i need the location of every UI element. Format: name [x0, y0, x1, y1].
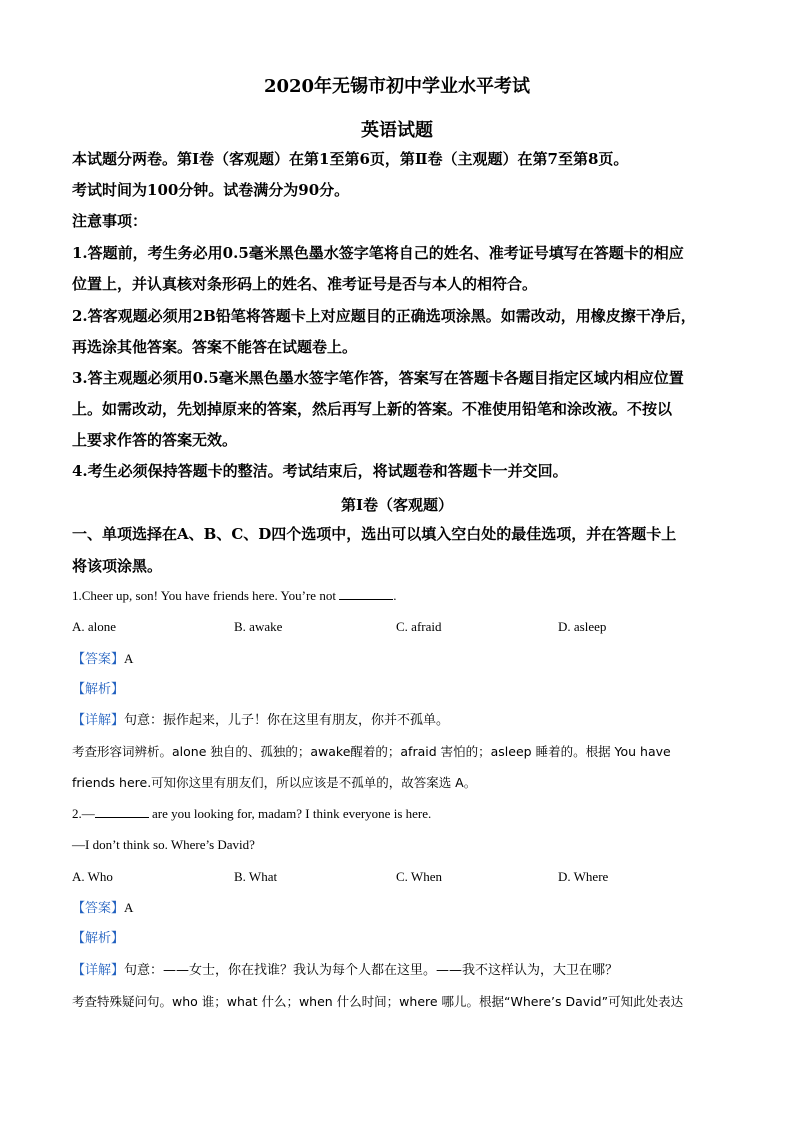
q1-explanation-2: friends here.可知你这里有朋友们，所以应该是不孤单的，故答案选 A。 [72, 775, 477, 790]
section-title: 第Ⅰ卷（客观题） [340, 496, 454, 514]
q2-analysis-label: 【解析】 [72, 931, 125, 946]
q2-stem-2: —I don’t think so. Where’s David? [72, 837, 255, 852]
q1-option-d: D. asleep [558, 619, 607, 634]
q2-detail-text: 句意：——女士，你在找谁？我认为每个人都在这里。——我不这样认为，大卫在哪？ [124, 963, 619, 978]
q1-explanation-1: 考查形容词辨析。alone 独自的、孤独的；awake醒着的；afraid 害怕的；asleep 睡着的。根据 You have [72, 744, 671, 759]
q2-answer-value: A [124, 900, 134, 915]
intro-notice-heading: 注意事项： [72, 212, 148, 230]
intro-rule-2b: 再选涂其他答案。答案不能答在试题卷上。 [72, 338, 358, 356]
intro-rule-3a: 3.答主观题必须用0.5毫米黑色墨水签字笔作答，答案写在答题卡各题目指定区域内相应位置 [72, 369, 684, 387]
q1-answer-value: A [124, 651, 134, 666]
q2-option-c: C. When [396, 869, 442, 884]
q2-option-a: A. Who [72, 869, 113, 884]
q2-option-d: D. Where [558, 869, 609, 884]
exam-subtitle: 英语试题 [361, 120, 433, 141]
intro-rule-1a: 1.答题前，考生务必用0.5毫米黑色墨水签字笔将自己的姓名、准考证号填写在答题卡的相应 [72, 244, 684, 262]
q1-blank [339, 587, 393, 600]
intro-line-2: 考试时间为100分钟。试卷满分为90分。 [72, 181, 350, 199]
q1-stem-text: 1.Cheer up, son! You have friends here. You’re not [72, 588, 340, 603]
q2-option-b: B. What [234, 869, 278, 884]
intro-rule-3b: 上。如需改动，先划掉原来的答案，然后再写上新的答案。不准使用铅笔和涂改液。不按以 [72, 400, 673, 418]
section-instruction-1: 一、单项选择在A、B、C、D四个选项中，选出可以填入空白处的最佳选项，并在答题卡上 [72, 525, 677, 543]
q2-stem-start: 2.— [72, 806, 95, 821]
q1-stem [72, 587, 732, 605]
q2-detail-label: 【详解】 [72, 963, 125, 978]
q1-detail-text: 句意：振作起来，儿子！你在这里有朋友，你并不孤单。 [124, 713, 450, 728]
q1-answer [72, 650, 133, 669]
intro-line-1: 本试题分两卷。第Ⅰ卷（客观题）在第1至第6页，第Ⅱ卷（主观题）在第7至第8页。 [72, 150, 629, 168]
intro-rule-4: 4.考生必须保持答题卡的整洁。考试结束后，将试题卷和答题卡一并交回。 [72, 462, 568, 480]
q2-stem-text: are you looking for, madam? I think everyone is here. [148, 806, 432, 821]
intro-rule-1b: 位置上，并认真核对条形码上的姓名、准考证号是否与本人的相符合。 [72, 275, 538, 293]
section-instruction-2: 将该项涂黑。 [72, 557, 163, 575]
q2-answer [72, 899, 133, 918]
q1-option-a: A. alone [72, 619, 117, 634]
q1-analysis-label: 【解析】 [72, 682, 125, 697]
intro-rule-3c: 上要求作答的答案无效。 [72, 431, 238, 449]
q1-stem-end: . [393, 588, 397, 603]
q1-option-c: C. afraid [396, 619, 442, 634]
q1-detail [72, 712, 732, 730]
q2-blank [95, 805, 149, 818]
q2-detail [72, 962, 732, 980]
q1-option-b: B. awake [234, 619, 283, 634]
q2-stem [72, 805, 732, 823]
q2-explanation-1: 考查特殊疑问句。who 谁；what 什么；when 什么时间；where 哪儿。根据“Where’s David”可知此处表达 [72, 994, 684, 1009]
exam-title: 2020年无锡市初中学业水平考试 [263, 76, 531, 97]
q1-answer-label: 【答案】 [72, 652, 125, 667]
intro-rule-2a: 2.答客观题必须用2B铅笔将答题卡上对应题目的正确选项涂黑。如需改动，用橡皮擦干净后， [72, 307, 696, 325]
q1-detail-label: 【详解】 [72, 713, 125, 728]
q2-answer-label: 【答案】 [72, 901, 125, 916]
